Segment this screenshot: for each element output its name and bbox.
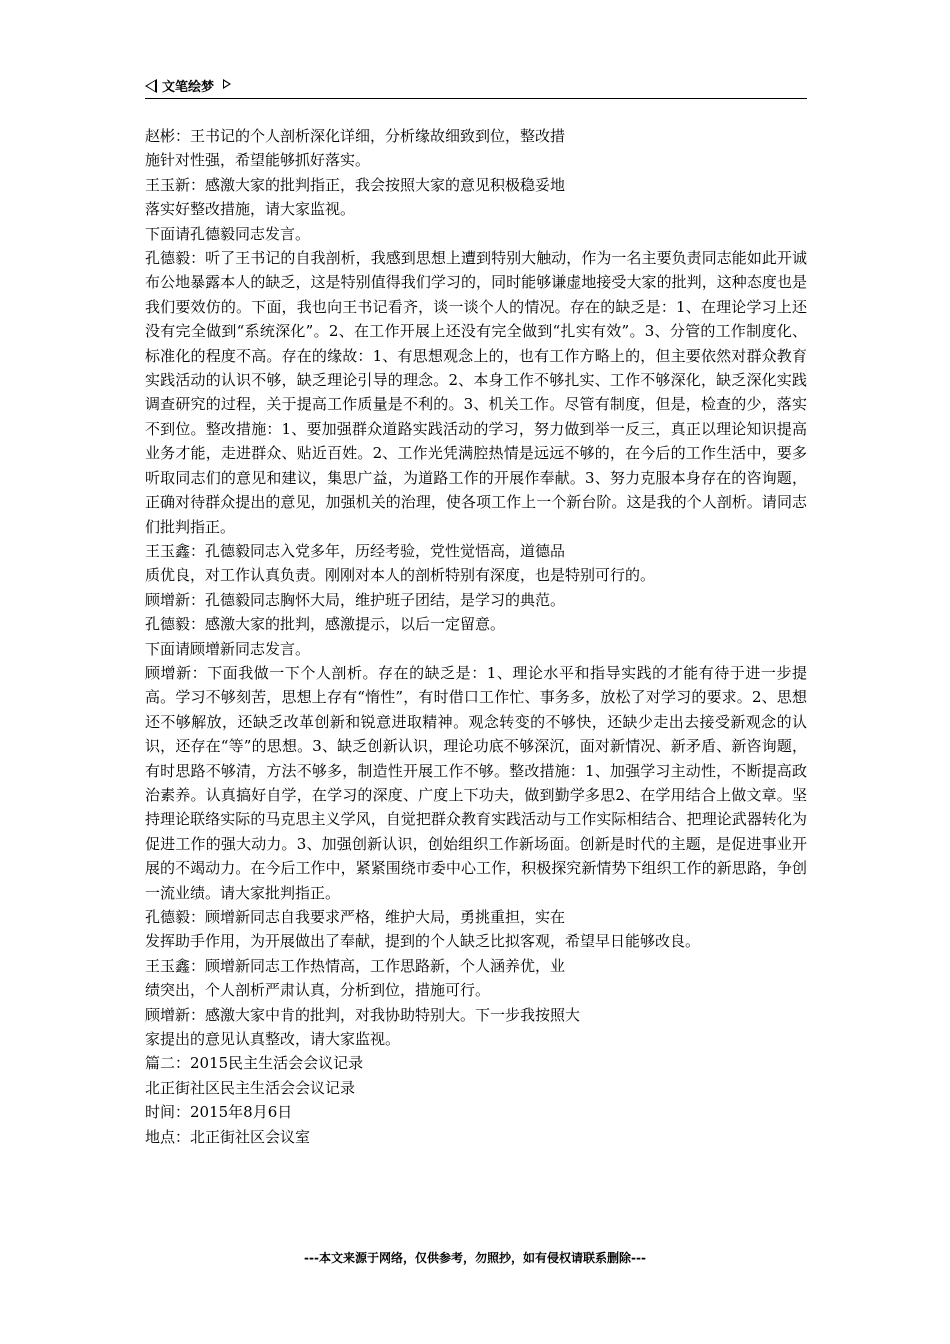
paragraph-line: 落实好整改措施，请大家监视。 xyxy=(145,200,356,219)
paragraph-gu-zengxin-speech: 顾增新：下面我做一下个人剖析。存在的缺乏是：1、理论水平和指导实践的才能有待于进一步提高。学习不够刻苦，思想上存有“惰性”，有时借口工作忙、事务多，放松了对学习的要求。2、思想还不够解放，还缺乏改革创新和锐意进取精神。观念转变的不够快，还缺少走出去接受新观念的认识，还存在“等”的思想。3、缺乏创新认识，理论功底不够深沉，面对新情况、新矛盾、新咨询题，有时思路不够清，方法不够多，制造性开展工作不够。整改措施：1、加强学习主动性，不断提高政治素养。认真搞好自学，在学习的深度、广度上下功夫，做到勤学多思2、在学用结合上做文章。坚持理论联络实际的马克思主义学风，自觉把群众教育实践活动与工作实际相结合、把理论武器转化为促进工作的强大动力。3、加强创新认识，创始组织工作新场面。创新是时代的主题，是促进事业开展的不竭动力。在今后工作中，紧紧围绕市委中心工作，积极探究新情势下组织工作的新思路，争创一流业绩。请大家批判指正。 xyxy=(145,663,807,902)
paragraph-line: 王玉鑫：顾增新同志工作热情高，工作思路新，个人涵养优，业 xyxy=(145,956,566,975)
triangle-right-icon xyxy=(223,79,231,89)
paragraph-line: 顾增新：感激大家中肯的批判，对我协助特别大。下一步我按照大 xyxy=(145,1005,581,1024)
paragraph-line: 王玉新：感激大家的批判指正，我会按照大家的意见积极稳妥地 xyxy=(145,175,566,194)
paragraph-line: 发挥助手作用，为开展做出了奉献，提到的个人缺乏比拟客观，希望早日能够改良。 xyxy=(145,932,701,951)
paragraph-line: 家提出的意见认真整改，请大家监视。 xyxy=(145,1030,401,1049)
paragraph-line: 施针对性强，希望能够抓好落实。 xyxy=(145,151,371,170)
paragraph-line: 孔德毅：感激大家的批判，感激提示，以后一定留意。 xyxy=(145,615,506,634)
paragraph-line: 质优良，对工作认真负责。刚刚对本人的剖析特别有深度，也是特别可行的。 xyxy=(145,566,656,585)
page-footer-disclaimer: ---本文来源于网络，仅供参考，勿照抄，如有侵权请联系删除--- xyxy=(304,1251,646,1265)
meeting-location: 地点：北正街社区会议室 xyxy=(145,1127,311,1146)
paragraph-line: 下面请孔德毅同志发言。 xyxy=(145,224,311,243)
header-brand xyxy=(145,76,231,95)
document-body xyxy=(145,124,807,1149)
section-heading: 篇二：2015民主生活会会议记录 xyxy=(145,1054,364,1073)
paragraph-kong-deyi-speech: 孔德毅：听了王书记的自我剖析，我感到思想上遭到特别大触动，作为一名主要负责同志能如此开诚布公地暴露本人的缺乏，这是特别值得我们学习的，同时能够谦虚地接受大家的批判，这种态度也是我们要效仿的。下面，我也向王书记看齐，谈一谈个人的情况。存在的缺乏是：1、在理论学习上还没有完全做到“系统深化”。2、在工作开展上还没有完全做到“扎实有效”。3、分管的工作制度化、标准化的程度不高。存在的缘故：1、有思想观念上的，也有工作方略上的，但主要依然对群众教育实践活动的认识不够，缺乏理论引导的理念。2、本身工作不够扎实、工作不够深化，缺乏深化实践调查研究的过程，关于提高工作质量是不利的。3、机关工作。尽管有制度，但是，检查的少，落实不到位。整改措施：1、要加强群众道路实践活动的学习，努力做到举一反三，真正以理论知识提高业务才能，走进群众、贴近百姓。2、工作光凭满腔热情是远远不够的，在今后的工作生活中，要多听取同志们的意见和建议，集思广益，为道路工作的开展作奉献。3、努力克服本身存在的咨询题，正确对待群众提出的意见，加强机关的治理，使各项工作上一个新台阶。这是我的个人剖析。请同志们批判指正。 xyxy=(145,249,807,536)
paragraph-line: 赵彬：王书记的个人剖析深化详细，分析缘故细致到位，整改措 xyxy=(145,127,566,145)
header-title: 文笔绘梦 xyxy=(162,80,215,95)
document-title: 北正街社区民主生活会会议记录 xyxy=(145,1078,356,1097)
paragraph-line: 顾增新：孔德毅同志胸怀大局，维护班子团结，是学习的典范。 xyxy=(145,590,566,609)
paragraph-line: 下面请顾增新同志发言。 xyxy=(145,639,311,658)
paragraph-line: 孔德毅：顾增新同志自我要求严格，维护大局，勇挑重担，实在 xyxy=(145,908,566,926)
paragraph-line: 绩突出，个人剖析严肃认真，分析到位，措施可行。 xyxy=(145,981,491,1000)
triangle-left-icon xyxy=(145,79,157,93)
paragraph-line: 王玉鑫：孔德毅同志入党多年，历经考验，党性觉悟高，道德品 xyxy=(145,541,566,560)
meeting-time: 时间：2015年8月6日 xyxy=(145,1103,293,1122)
page-header xyxy=(145,70,807,99)
